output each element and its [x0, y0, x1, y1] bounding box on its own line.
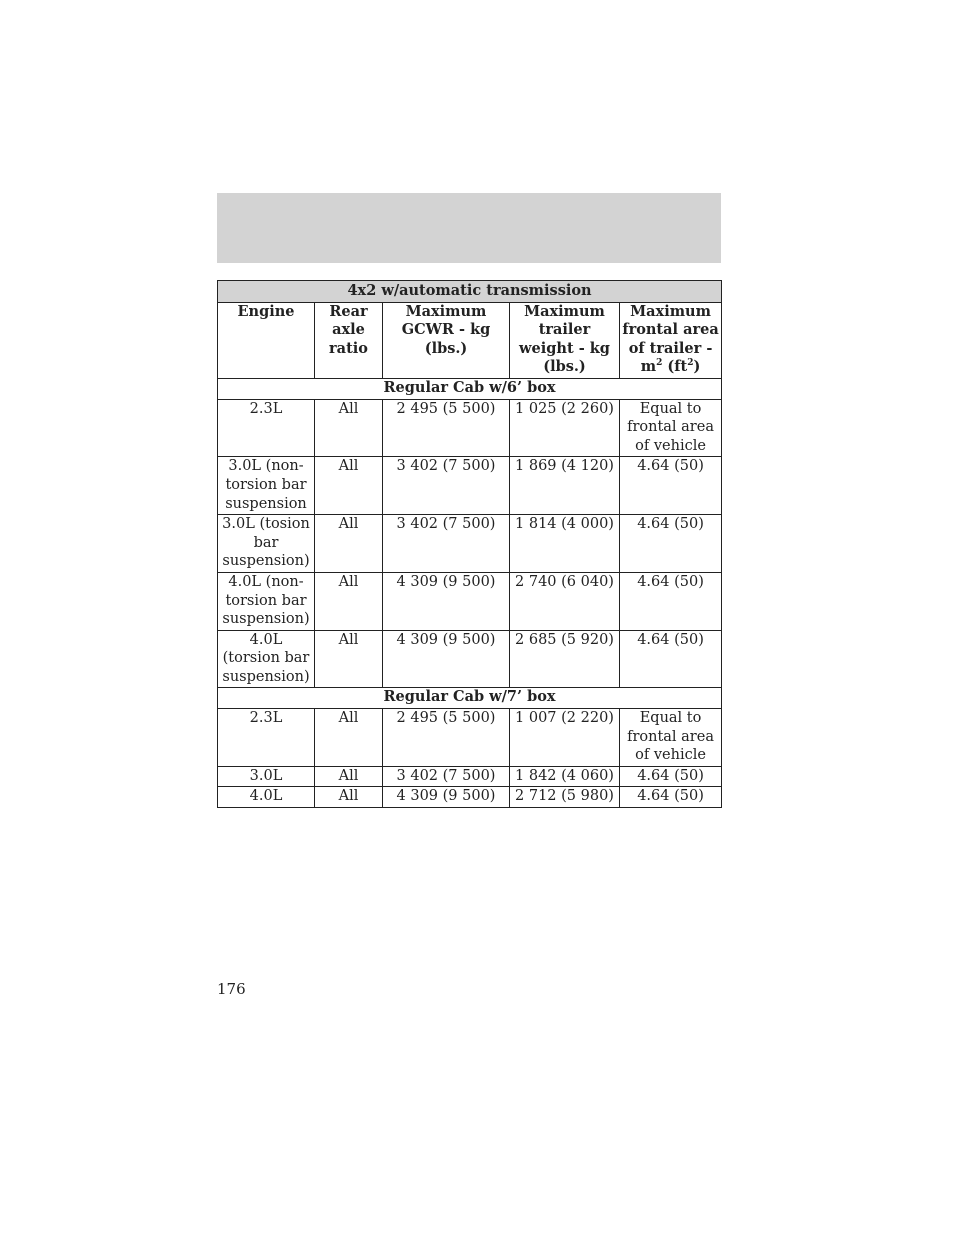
- header-engine: Engine: [218, 302, 315, 378]
- frontal-area-cell: Equal to frontal area of vehicle: [620, 399, 722, 457]
- engine-cell: 4.0L (non-torsion bar suspension): [218, 572, 315, 630]
- header-band: [217, 193, 721, 263]
- trailer-weight-cell: 2 712 (5 980): [510, 787, 620, 808]
- gcwr-cell: 4 309 (9 500): [383, 572, 510, 630]
- axle-ratio-cell: All: [315, 399, 383, 457]
- header-max-gcwr: Maximum GCWR - kg (lbs.): [383, 302, 510, 378]
- gcwr-cell: 3 402 (7 500): [383, 766, 510, 787]
- trailer-weight-cell: 1 842 (4 060): [510, 766, 620, 787]
- gcwr-cell: 2 495 (5 500): [383, 399, 510, 457]
- towing-table: [217, 280, 722, 808]
- gcwr-cell: 3 402 (7 500): [383, 515, 510, 573]
- frontal-area-cell: 4.64 (50): [620, 572, 722, 630]
- engine-cell: 2.3L: [218, 399, 315, 457]
- header-frontal-area-text: Maximum frontal area of trailer - m: [622, 302, 719, 376]
- engine-cell: 3.0L (non-torsion bar suspension: [218, 457, 315, 515]
- table-row: [218, 399, 722, 457]
- axle-ratio-cell: All: [315, 787, 383, 808]
- group-label: Regular Cab w/7’ box: [218, 688, 722, 709]
- header-rear-axle-ratio: Rear axle ratio: [315, 302, 383, 378]
- axle-ratio-cell: All: [315, 457, 383, 515]
- engine-cell: 4.0L: [218, 787, 315, 808]
- table-row: [218, 515, 722, 573]
- gcwr-cell: 4 309 (9 500): [383, 787, 510, 808]
- axle-ratio-cell: All: [315, 766, 383, 787]
- frontal-area-cell: 4.64 (50): [620, 787, 722, 808]
- engine-cell: 2.3L: [218, 709, 315, 767]
- axle-ratio-cell: All: [315, 630, 383, 688]
- engine-cell: 4.0L (torsion bar suspension): [218, 630, 315, 688]
- group-label: Regular Cab w/6’ box: [218, 378, 722, 399]
- trailer-weight-cell: 2 740 (6 040): [510, 572, 620, 630]
- table-row: [218, 630, 722, 688]
- header-max-trailer-weight: Maximum trailer weight - kg (lbs.): [510, 302, 620, 378]
- table-body: [218, 378, 722, 807]
- gcwr-cell: 2 495 (5 500): [383, 709, 510, 767]
- table-row: [218, 766, 722, 787]
- frontal-area-cell: 4.64 (50): [620, 515, 722, 573]
- header-row: [218, 302, 722, 378]
- frontal-area-cell: 4.64 (50): [620, 457, 722, 515]
- axle-ratio-cell: All: [315, 572, 383, 630]
- engine-cell: 3.0L: [218, 766, 315, 787]
- header-superscript: 2: [656, 358, 663, 369]
- group-header-row: [218, 378, 722, 399]
- gcwr-cell: 3 402 (7 500): [383, 457, 510, 515]
- header-frontal-area-close: ): [693, 358, 701, 376]
- table-row: [218, 457, 722, 515]
- table-row: [218, 709, 722, 767]
- frontal-area-cell: Equal to frontal area of vehicle: [620, 709, 722, 767]
- trailer-weight-cell: 1 869 (4 120): [510, 457, 620, 515]
- axle-ratio-cell: All: [315, 515, 383, 573]
- group-header-row: [218, 688, 722, 709]
- header-max-frontal-area: [620, 302, 722, 378]
- engine-cell: 3.0L (tosion bar suspension): [218, 515, 315, 573]
- header-superscript: 2: [687, 358, 694, 369]
- trailer-weight-cell: 1 025 (2 260): [510, 399, 620, 457]
- table-title: 4x2 w/automatic transmission: [218, 281, 722, 303]
- header-frontal-area-unit: (ft: [662, 358, 688, 376]
- table-row: [218, 572, 722, 630]
- trailer-weight-cell: 2 685 (5 920): [510, 630, 620, 688]
- frontal-area-cell: 4.64 (50): [620, 630, 722, 688]
- trailer-weight-cell: 1 814 (4 000): [510, 515, 620, 573]
- page-number: 176: [217, 980, 246, 998]
- axle-ratio-cell: All: [315, 709, 383, 767]
- gcwr-cell: 4 309 (9 500): [383, 630, 510, 688]
- table-row: [218, 787, 722, 808]
- trailer-weight-cell: 1 007 (2 220): [510, 709, 620, 767]
- frontal-area-cell: 4.64 (50): [620, 766, 722, 787]
